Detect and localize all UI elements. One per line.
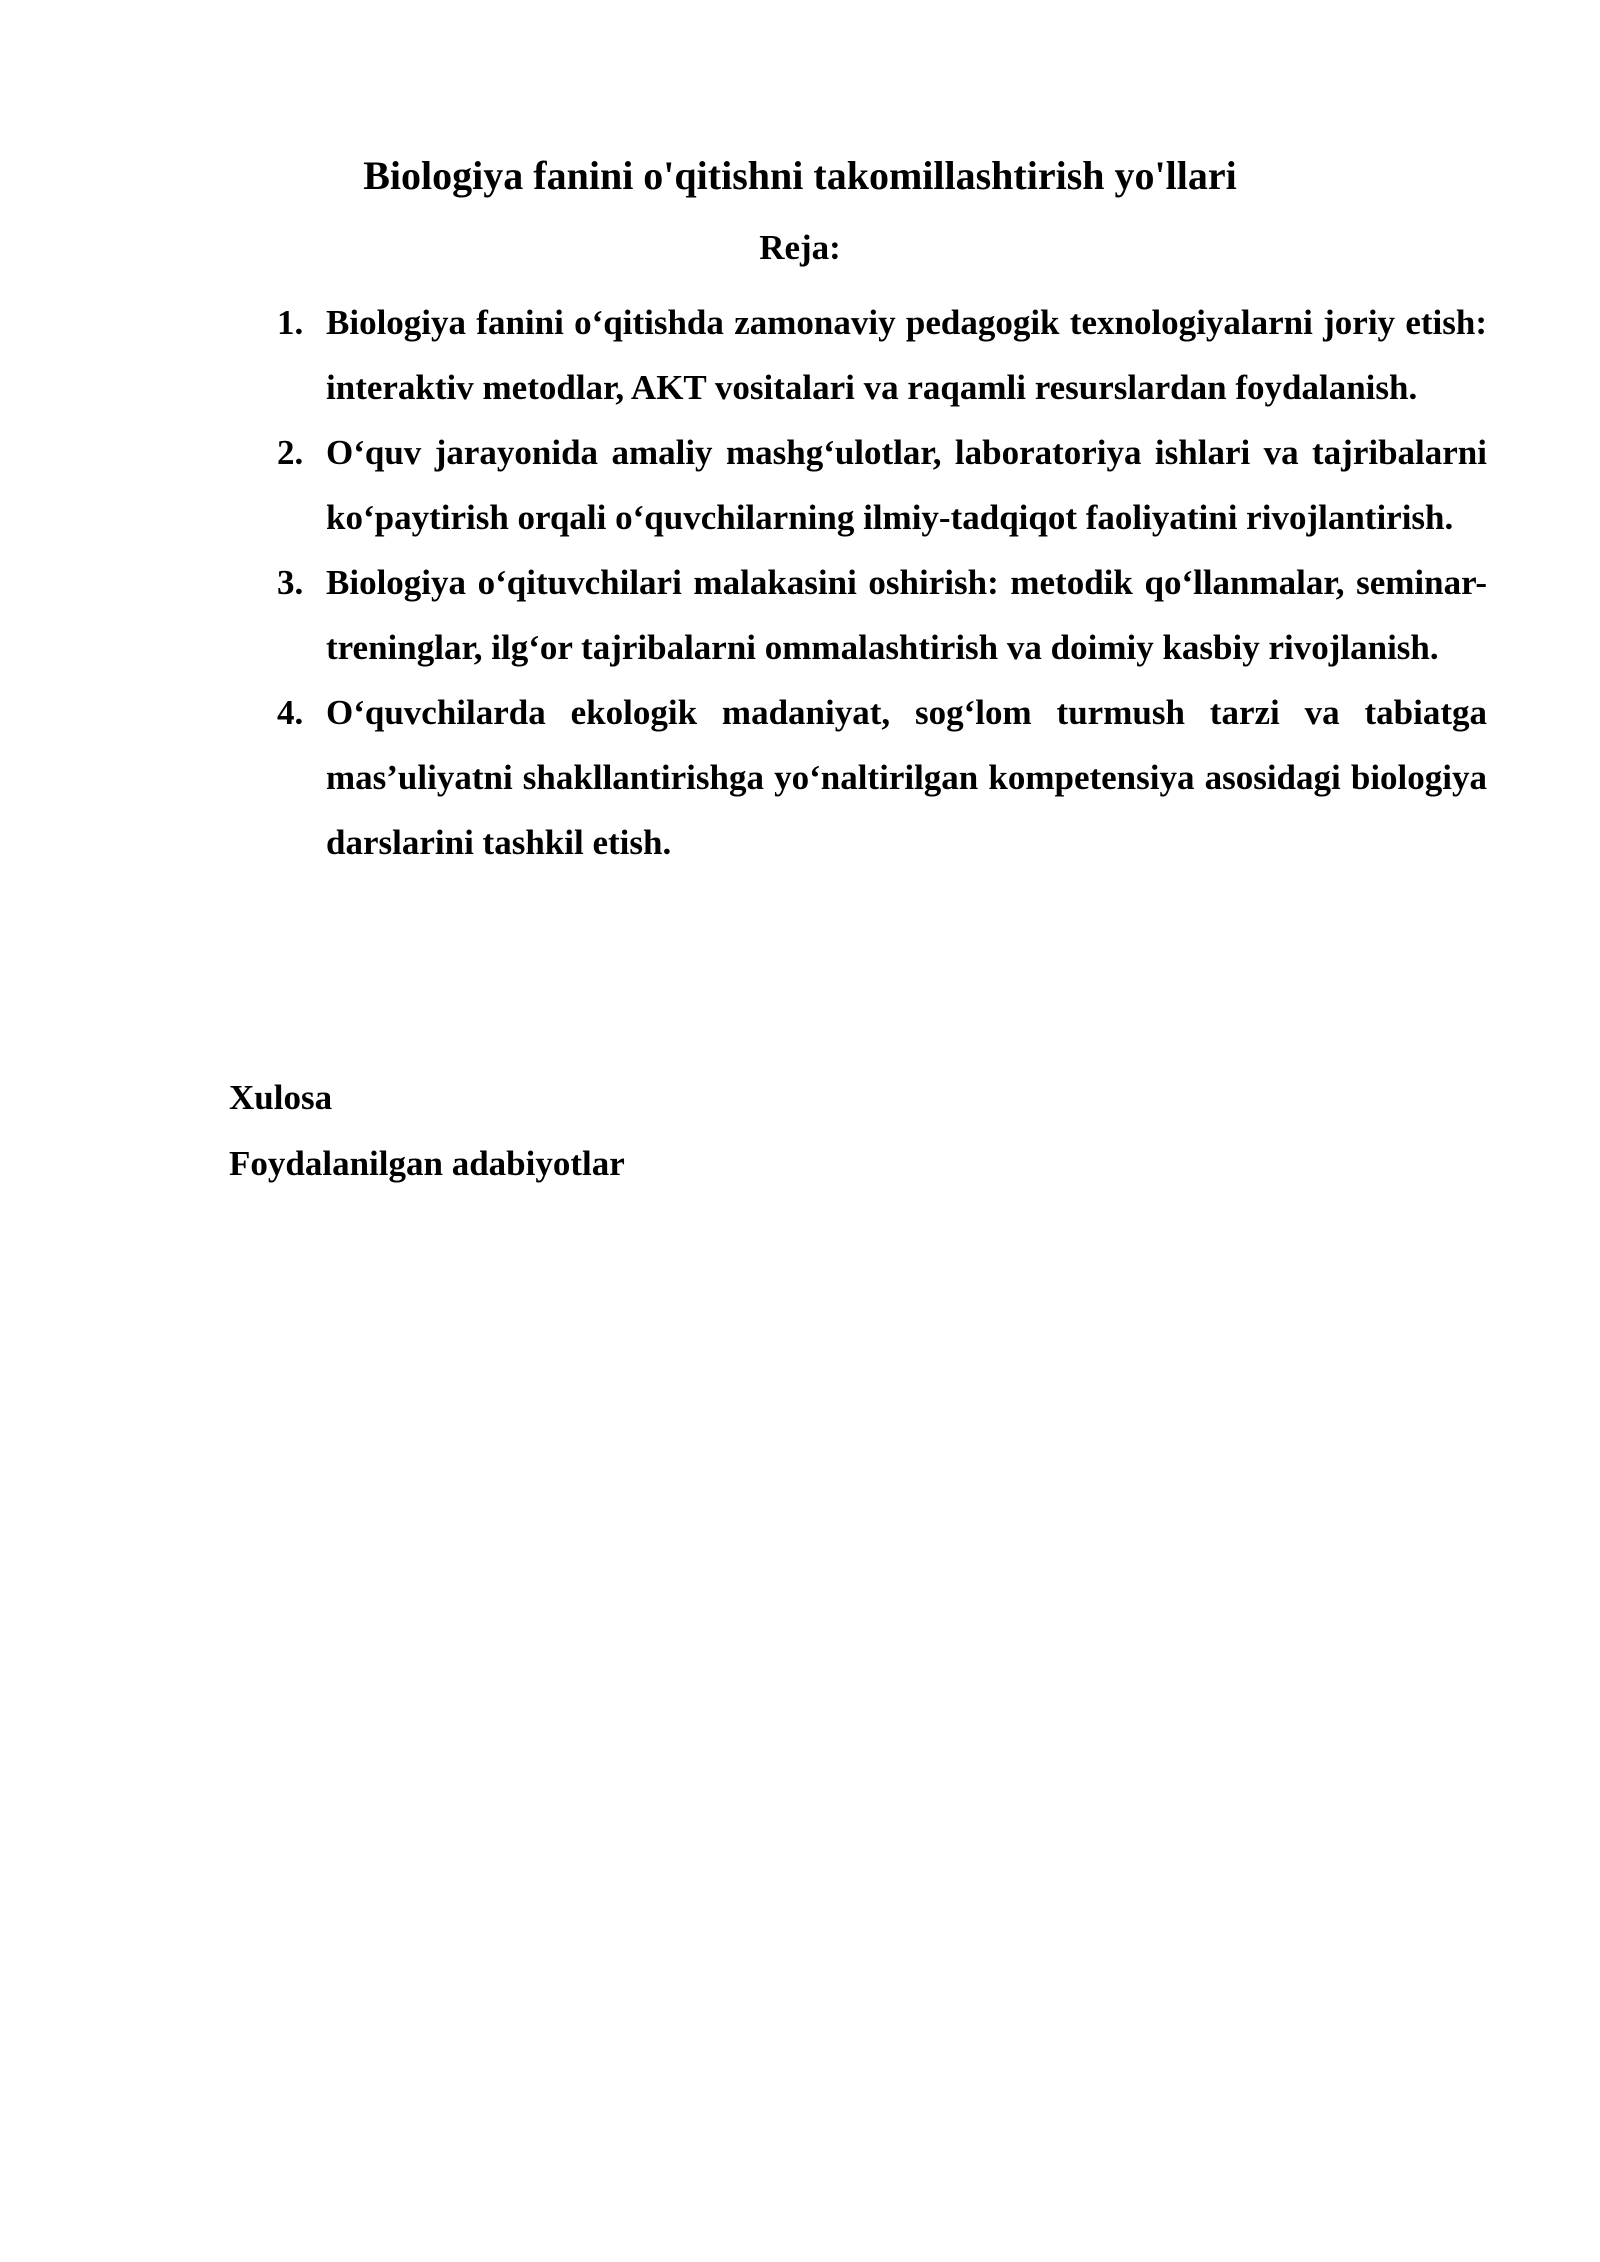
plan-item-number: 3. bbox=[277, 563, 304, 602]
plan-item-3 bbox=[229, 550, 1487, 680]
plan-list bbox=[229, 290, 1487, 875]
plan-heading: Reja: bbox=[759, 228, 841, 267]
plan-item-number: 4. bbox=[277, 693, 304, 732]
plan-item-text: O‘quv jarayonida amaliy mashg‘ulotlar, laboratoriya ishlari va tajribalarni ko‘paytirish orqali o‘quvchilarning ilmiy-tadqiqot faoliyatini rivojlantirish. bbox=[326, 433, 1487, 537]
plan-item-text: Biologiya fanini o‘qitishda zamonaviy pedagogik texnologiyalarni joriy etish: interaktiv metodlar, AKT vositalari va raqamli resurslardan foydalanish. bbox=[326, 303, 1487, 407]
plan-item-number: 1. bbox=[277, 303, 304, 342]
plan-item-text: O‘quvchilarda ekologik madaniyat, sog‘lom turmush tarzi va tabiatga mas’uliyatni shakllantirishga yo‘naltirilgan kompetensiya asosidagi biologiya darslarini tashkil etish. bbox=[326, 693, 1487, 862]
document-title: Biologiya fanini o'qitishni takomillashtirish yo'llari bbox=[363, 153, 1237, 198]
plan-item-1 bbox=[229, 290, 1487, 420]
conclusion-heading: Xulosa bbox=[229, 1078, 333, 1117]
plan-item-text: Biologiya o‘qituvchilari malakasini oshirish: metodik qo‘llanmalar, seminar-treninglar, ilg‘or tajribalarni ommalashtirish va doimiy kasbiy rivojlanish. bbox=[326, 563, 1487, 667]
references-heading: Foydalanilgan adabiyotlar bbox=[229, 1144, 625, 1183]
plan-item-2 bbox=[229, 420, 1487, 550]
plan-item-4 bbox=[229, 680, 1487, 875]
plan-item-number: 2. bbox=[277, 433, 304, 472]
